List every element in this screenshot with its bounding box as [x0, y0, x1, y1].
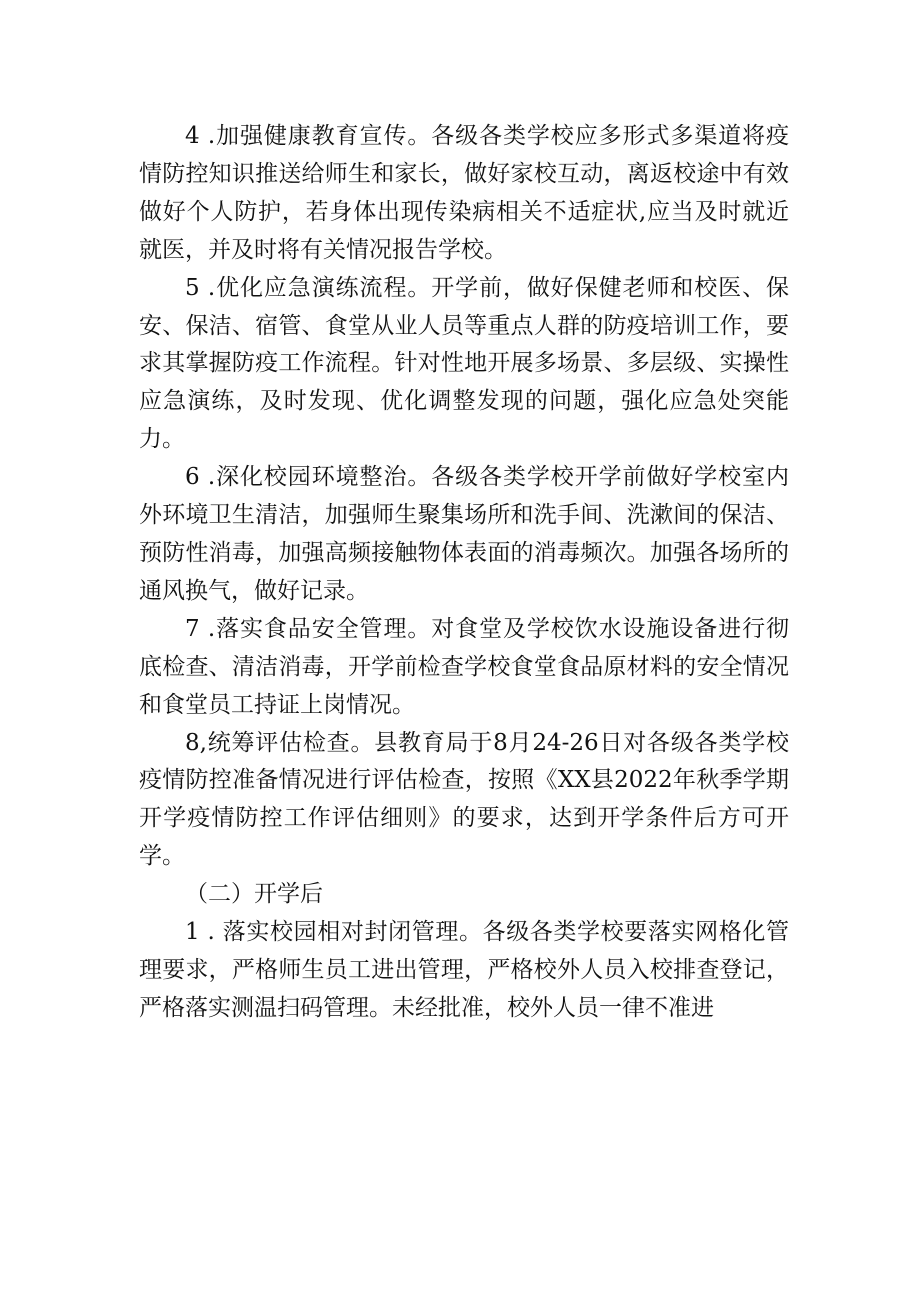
paragraph-campus-closed-management: 1 . 落实校园相对封闭管理。各级各类学校要落实网格化管理要求，严格师生员工进出管理，严格校外人员入校排查登记，严格落实测温扫码管理。未经批准，校外人员一律不准进 — [139, 919, 789, 1021]
paragraph-food-safety: 7 .落实食品安全管理。对食堂及学校饮水设施设备进行彻底检查、清洁消毒，开学前检查学校食堂食品原材料的安全情况和食堂员工持证上岗情况。 — [139, 615, 789, 718]
paragraph-health-education: 4 .加强健康教育宣传。各级各类学校应多形式多渠道将疫情防控知识推送给师生和家长，做好家校互动，离返校途中有效做好个人防护，若身体出现传染病相关不适症状,应当及时就近就医，并及时将有关情况报告学校。 — [139, 123, 789, 263]
paragraph-campus-environment: 6 .深化校园环境整治。各级各类学校开学前做好学校室内外环境卫生清洁，加强师生聚集场所和洗手间、洗漱间的保洁、预防性消毒，加强高频接触物体表面的消毒频次。加强各场所的通风换气，做好记录。 — [139, 464, 789, 604]
paragraph-evaluation-check: 8,统筹评估检查。县教育局于8月24-26日对各级各类学校疫情防控准备情况进行评估检查，按照《XX县2022年秋季学期开学疫情防控工作评估细则》的要求，达到开学条件后方可开学。 — [139, 729, 789, 870]
document-page — [139, 118, 789, 1028]
paragraph-emergency-drill: 5 .优化应急演练流程。开学前，做好保健老师和校医、保安、保洁、宿管、食堂从业人员等重点人群的防疫培训工作，要求其掌握防疫工作流程。针对性地开展多场景、多层级、实操性应急演练，及时发现、优化调整发现的问题，强化应急处突能力。 — [139, 274, 789, 453]
section-heading-after-opening: （二）开学后 — [185, 881, 323, 908]
